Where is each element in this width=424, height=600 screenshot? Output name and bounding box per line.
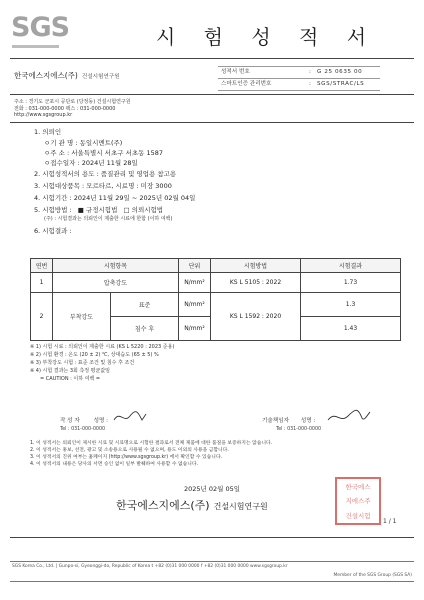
address-line: 주소 : 경기도 군포시 공단로 (당정동) 건설시험연구원 bbox=[14, 99, 131, 105]
report-number-sep: : bbox=[309, 69, 311, 75]
report-number-table bbox=[218, 66, 380, 91]
footer-divider bbox=[10, 537, 414, 538]
client-address: ㅇ주 소 : 서울특별시 서초구 서초동 1587 bbox=[44, 149, 164, 157]
client-heading: 1. 의뢰인 bbox=[34, 128, 62, 136]
author-signature bbox=[112, 408, 148, 426]
org-name: 한국에스지에스(주) bbox=[14, 71, 78, 80]
test-method bbox=[34, 205, 163, 214]
table-header-row bbox=[31, 259, 401, 273]
approver-tel: Tel : 031-000-0000 bbox=[276, 427, 322, 432]
footer-rule bbox=[10, 561, 414, 562]
disclaimer-line: 4. 이 성적서의 내용은 당사의 서면 승인 없이 일부 발췌하여 사용할 수 없습니다. bbox=[30, 462, 199, 467]
author-role: 작 성 자 bbox=[60, 418, 80, 424]
col-header-item: 시험항목 bbox=[53, 259, 179, 273]
col-header-no: 연번 bbox=[31, 259, 53, 273]
test-method-label: 5. 시험방법 : bbox=[34, 206, 72, 214]
checkbox-checked-icon: ■ bbox=[77, 206, 84, 214]
col-header-unit: 단위 bbox=[179, 259, 211, 273]
row2-sub1-unit: N/mm² bbox=[179, 293, 211, 317]
row1-method: KS L 5105 : 2022 bbox=[211, 273, 301, 293]
row2-method: KS L 1592 : 2020 bbox=[211, 293, 301, 341]
row1-no: 1 bbox=[31, 273, 53, 293]
test-item: 3. 시험대상품목 : 모르타르, 시료명 : 미장 3000 bbox=[34, 182, 172, 190]
address-divider bbox=[10, 122, 414, 123]
approver-role: 기술책임자 bbox=[262, 418, 290, 424]
col-header-method: 시험방법 bbox=[211, 259, 301, 273]
document-title: 시 험 성 적 서 bbox=[156, 25, 378, 49]
checkbox-empty-icon: □ bbox=[123, 206, 130, 214]
footer-group-member: Member of the SGS Group (SGS SA) bbox=[333, 573, 412, 578]
smart-cert-label: 스마트인증 관리번호 bbox=[221, 81, 272, 87]
footer-company-info: SGS Korea Co., Ltd. | Gunpo-si, Gyeonggi-do, Republic of Korea t +82 (0)31 000 0000 f +82 (0)31 000 0000 www.sgsgroup.kr bbox=[12, 564, 288, 569]
issuing-organization bbox=[14, 70, 120, 81]
issuer-sub: 건설시험연구원 bbox=[213, 502, 268, 511]
seal-line: 건설시험 bbox=[345, 512, 371, 521]
row2-sub1-label: 표준 bbox=[111, 293, 179, 317]
note-line: ※ 4) 시험 결과는 3회 측정 평균값임 bbox=[30, 368, 110, 374]
header-divider bbox=[10, 58, 414, 59]
author-signature-block bbox=[60, 416, 108, 424]
footer-bottom-rule bbox=[10, 581, 414, 582]
row1-unit: N/mm² bbox=[179, 273, 211, 293]
row1-result: 1.73 bbox=[301, 273, 401, 293]
approver-name-label: 성명 : bbox=[300, 418, 316, 424]
col-header-result: 시험결과 bbox=[301, 259, 401, 273]
row2-sub2-unit: N/mm² bbox=[179, 317, 211, 341]
client-name: ㅇ기 관 명 : 동일시멘트(주) bbox=[44, 139, 123, 147]
row2-sub2-result: 1.43 bbox=[301, 317, 401, 341]
website-line: http://www.sgsgroup.kr bbox=[14, 112, 73, 118]
note-line: ※ 1) 시험 시료 : 의뢰인이 제출한 시료 (KS L 5220 : 2023 준용) bbox=[30, 344, 175, 350]
report-purpose: 2. 시험성적서의 용도 : 품질관리 및 영업용 참고용 bbox=[34, 170, 177, 178]
disclaimer-line: 2. 이 성적서는 홍보, 선전, 광고 및 소송용으로 사용될 수 없으며, 용도 이외의 사용을 금합니다. bbox=[30, 448, 229, 453]
results-table bbox=[30, 258, 401, 341]
sgs-logo-bar bbox=[12, 45, 59, 48]
report-number-row bbox=[218, 66, 380, 79]
approver-signature-block bbox=[262, 416, 315, 424]
org-divider bbox=[10, 94, 414, 95]
results-heading: 6. 시험결과 : bbox=[34, 227, 72, 235]
end-of-document-marker: = CAUTION : 이하 여백 = bbox=[40, 376, 101, 382]
seal-line: 지에스주 bbox=[345, 497, 371, 506]
method-option-standard: 규정시험법 bbox=[85, 206, 118, 214]
row2-item: 부착강도 bbox=[53, 293, 111, 341]
page-number: 1 / 1 bbox=[383, 518, 397, 525]
disclaimer-line: 1. 이 성적서는 의뢰인이 제시한 시료 및 시료명으로 시험한 결과로서 전체 제품에 대한 품질을 보증하지는 않습니다. bbox=[30, 441, 273, 446]
author-name-label: 성명 : bbox=[93, 418, 109, 424]
smart-cert-row bbox=[218, 79, 380, 91]
report-number-label: 성적서 번호 bbox=[221, 69, 250, 75]
row2-sub2-label: 침수 후 bbox=[111, 317, 179, 341]
smart-cert-sep: : bbox=[309, 81, 311, 87]
report-number-value: G 25 0635 00 bbox=[317, 69, 363, 75]
row1-item: 압축강도 bbox=[53, 273, 179, 293]
approver-signature bbox=[326, 406, 372, 426]
phone-line: 전화 : 031-000-0000 팩스 : 031-000-0000 bbox=[14, 106, 116, 112]
row2-sub1-result: 1.3 bbox=[301, 293, 401, 317]
receipt-date: ㅇ접수일자 : 2024년 11월 28일 bbox=[44, 159, 138, 167]
note-line: ※ 3) 부착강도 시험 : 표준 조건 및 침수 후 조건 bbox=[30, 360, 135, 366]
org-sub: 건설시험연구원 bbox=[81, 74, 120, 80]
issuer-name: 한국에스지에스(주) bbox=[116, 499, 210, 512]
issue-date: 2025년 02월 05일 bbox=[183, 485, 241, 493]
note-line: ※ 2) 시험 환경 : 온도 (20 ± 2) ℃, 상대습도 (65 ± 5) % bbox=[30, 352, 159, 358]
disclaimer-line: 3. 이 성적서의 진위 여부는 홈페이지 (http://www.sgsgroup.kr) 에서 확인할 수 있습니다. bbox=[30, 455, 223, 460]
table-row bbox=[31, 273, 401, 293]
test-period: 4. 시험기간 : 2024년 11월 29일 ~ 2025년 02월 04일 bbox=[34, 194, 196, 202]
official-seal-stamp bbox=[335, 477, 381, 525]
table-row bbox=[31, 293, 401, 317]
issuer-name-block bbox=[116, 497, 268, 513]
smart-cert-value: SGS/STRAC/LS bbox=[317, 81, 365, 87]
method-option-client: 의뢰시험법 bbox=[131, 206, 164, 214]
sgs-logo: SGS bbox=[11, 12, 70, 43]
method-note: (주) : 시험결과는 의뢰인이 제출한 시료에 한함 (이하 여백) bbox=[44, 216, 173, 222]
row2-no: 2 bbox=[31, 293, 53, 341]
seal-line: 한국에스 bbox=[345, 482, 371, 491]
author-tel: Tel : 031-000-0000 bbox=[60, 427, 106, 432]
